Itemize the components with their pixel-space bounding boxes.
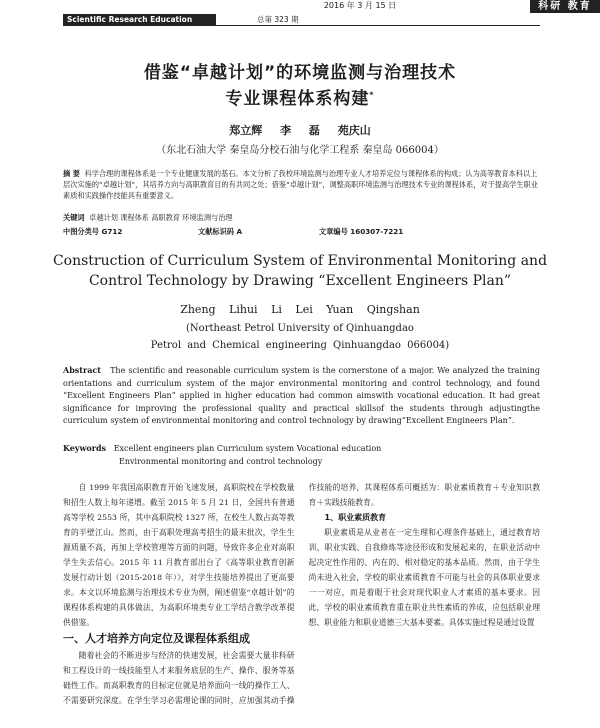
abstract-cn-label: 摘 要 [63,169,80,178]
document-code: 文献标识码 A [198,227,243,236]
body-paragraph: 随着社会的不断进步与经济的快速发展，社会需要大量非科研和工程设计的一线技能型人才来服务底层的生产、操作、服务等基础性工作。而高职教育的目标定位就是培养面向一线的操作工人、不需要研究深度。在学生学习必需理论课的同时，应加强其动手操作技能的培养，其课程体系可概括为：职业素质教育＋专业知识教育＋实践技能教育。 [63,483,540,705]
title-cn-line1: 借鉴“卓越计划”的环境监测与治理技术 [143,63,457,83]
authors-cn: 郑立辉 李 磊 苑庆山 [229,124,371,137]
title-cn-line2 [0,84,600,109]
journal-name: Scientific Research Education [63,14,216,26]
article-number: 文章编号 160307-7221 [319,227,404,236]
title-en-line1: Construction of Curriculum System of Environmental Monitoring and [52,253,548,269]
keywords-cn [63,213,540,223]
affiliation-en-line2: Petrol and Chemical engineering Qinhuangdao 066004) [150,340,450,351]
keywords-en-line1: Excellent engineers plan Curriculum system Vocational education [113,444,382,453]
subsection-heading: 1、职业素质教育 [324,513,387,522]
journal-bar [63,14,540,26]
body-paragraph: 职业素质是从业者在一定生理和心理条件基础上，通过教育培训、职业实践、自我修炼等途径形成和发展起来的，在职业活动中起决定性作用的、内在的、相对稳定的基本品质。然而，由于学生尚未进入社会，学校的职业素质教育不可能与社会的具体职业要求一一对应，而是着眼于社会对现代职业人才素质的基本要求。因此，学校的职业素质教育重在职业共性素质的养成，应包括职业理想、职业能力和职业道德三大基本要素。具体实施过程是通过设置 [308,528,540,627]
keywords-en [63,442,540,468]
authors-en: Zheng Lihui Li Lei Yuan Qingshan [180,303,420,316]
title-en-line2: Control Technology by Drawing “Excellent Engineers Plan” [88,273,512,289]
title-footnote-mark: * [369,90,375,100]
keywords-cn-items: 卓越计划 课程体系 高职教育 环境监测与治理 [89,213,233,222]
abstract-en-label: Abstract [63,365,101,375]
affiliation-cn: （东北石油大学 秦皇岛分校石油与化学工程系 秦皇岛 066004） [156,145,444,156]
body-paragraph: 自 1999 年我国高职教育开始飞速发展，高职院校在学校数量和招生人数上每年递增。截至 2015 年 5 月 21 日，全国共有普通高等学校 2553 所，其中高职院校 1327 所，在校生人数占高等教育的半壁江山。然而，由于高职处理高考招生的最末批次，学生生源质量不高，再加上学校管理等方面的问题，导致许多企业对高职学生失去信心。2015 年 11 月教育部出台了《高等职业教育创新发展行动计划（2015-2018 年）》，对学生技能培养提出了更高要求。本文以环境监测与治理技术专业为例，阐述借鉴“卓越计划”的课程体系构建的具体做法，为高职环境类专业工学结合教学改革提供借鉴。 [63,483,295,627]
keywords-en-line2: Environmental monitoring and control technology [119,457,323,466]
title-cn-line2-text: 专业课程体系构建 [225,89,370,109]
abstract-en-text: The scientific and reasonable curriculum system is the cornerstone of a major. We analyzed the training orientations and curriculum system of the major environmental monitoring and control technology, and found “Excellent Engineers Plan” applied in higher education had common aimswith vocational education. It had great significance for improving the professional quality and practical skillsof the students through adjustingthe curriculum system of environmental monitoring and control technology by drawing“Excellent Engineers Plan”. [63,366,540,425]
section-heading: 一、人才培养方向定位及课程体系组成 [63,632,250,645]
affiliation-en-line1: (Northeast Petrol University of Qinhuangdao [186,323,414,334]
classification-row [63,227,540,239]
keywords-cn-label: 关键词 [63,213,85,222]
abstract-cn-text: 科学合理的课程体系是一个专业健康发展的基石。本文分析了我校环境监测与治理专业人才培养定位与课程体系的构成；认为高等教育本科以上层次实施的“卓越计划”，其培养方向与高职教育目的有共同之处；借鉴“卓越计划”，调整高职环境监测与治理技术专业的课程体系，对于提高学生职业素质和实践操作技能具有重要意义。 [63,169,538,200]
clc-number: 中图分类号 G712 [63,227,123,236]
keywords-en-label: Keywords [63,443,107,453]
header-rule [63,25,540,26]
header-brand: 科研 教育 [530,0,600,13]
issue-number: 总第 323 期 [257,15,299,24]
abstract-en [63,364,540,428]
header-date: 2016 年 3 月 15 日 [323,1,397,10]
abstract-cn [63,168,540,201]
article-body [63,480,540,728]
